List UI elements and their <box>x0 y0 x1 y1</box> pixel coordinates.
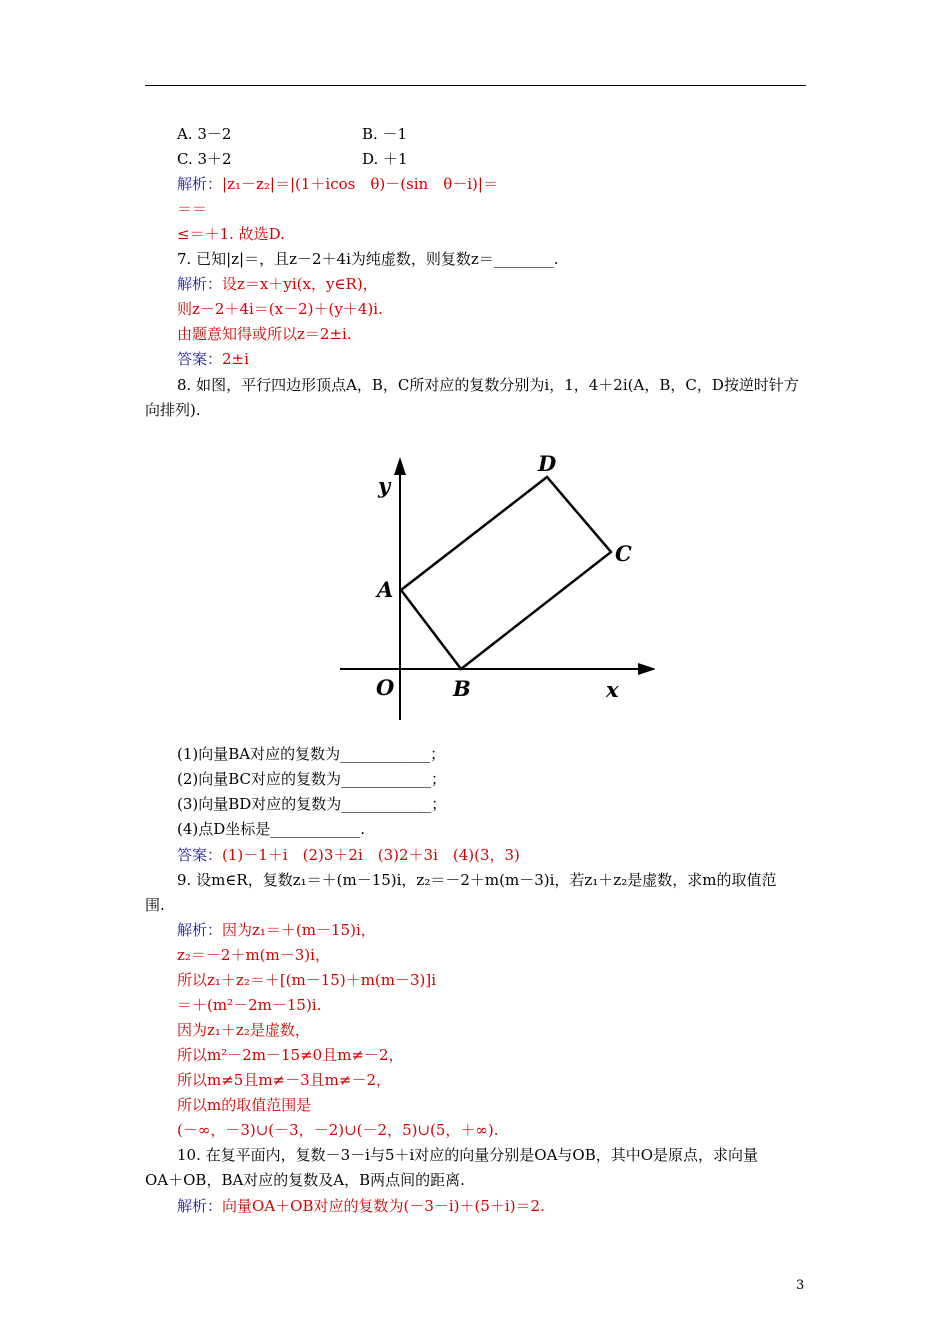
page-number: 3 <box>796 1278 805 1293</box>
question-7: 7. 已知|z|＝，且z－2＋4i为纯虚数，则复数z＝________. <box>177 250 559 268</box>
point-c-label: C <box>615 541 632 566</box>
option-a: A. 3－2 <box>177 125 232 143</box>
solution-label: 解析： <box>177 275 223 293</box>
x-axis-label: x <box>606 677 619 702</box>
solution-text: |z₁－z₂|＝|(1＋icos θ)－(sin θ－i)|＝ <box>222 175 498 193</box>
question-9-continued: 围. <box>145 896 165 914</box>
question-8-part-2: (2)向量BC对应的复数为____________； <box>177 770 447 788</box>
solution-line: ＝＋(m²－2m－15)i. <box>177 996 322 1014</box>
point-a-label: A <box>377 577 394 602</box>
solution-line: 所以m≠5且m≠－3且m≠－2， <box>177 1071 392 1089</box>
y-axis-arrow-icon <box>394 457 406 475</box>
question-9: 9. 设m∈R，复数z₁＝＋(m－15)i，z₂＝－2＋m(m－3)i，若z₁＋z₂是虚数，求m的取值范 <box>177 871 777 889</box>
answer-line <box>177 845 520 865</box>
answer-text: (1)－1＋i (2)3＋2i (3)2＋3i (4)(3，3) <box>222 846 520 864</box>
point-b-label: B <box>453 676 471 701</box>
answer-text: 2±i <box>222 350 249 368</box>
question-8: 8. 如图，平行四边形顶点A，B，C所对应的复数分别为i，1，4＋2i(A，B，C，D按逆时针方 <box>177 376 799 394</box>
question-8-part-3: (3)向量BD对应的复数为____________； <box>177 795 447 813</box>
solution-text: 设z＝x＋yi(x，y∈R)， <box>222 275 378 293</box>
solution-line: 由题意知得或所以z＝2±i. <box>177 325 352 343</box>
solution-text: 因为z₁＝＋(m－15)i， <box>222 921 376 939</box>
solution-line: 所以z₁＋z₂＝＋[(m－15)＋m(m－3)]i <box>177 971 437 989</box>
solution-text: 向量OA＋OB对应的复数为(－3－i)＋(5＋i)＝2. <box>222 1197 545 1215</box>
solution-label: 解析： <box>177 1197 223 1215</box>
option-d: D. ＋1 <box>362 150 408 168</box>
solution-line: 则z－2＋4i＝(x－2)＋(y＋4)i. <box>177 300 383 318</box>
question-10: 10. 在复平面内，复数－3－i与5＋i对应的向量分别是OA与OB，其中O是原点，求向量 <box>177 1146 759 1164</box>
parallelogram-shape <box>401 477 611 669</box>
solution-line <box>177 920 376 940</box>
solution-label: 解析： <box>177 175 223 193</box>
solution-line: 所以m的取值范围是 <box>177 1096 312 1114</box>
point-d-label: D <box>538 451 557 476</box>
x-axis-arrow-icon <box>638 663 655 675</box>
question-8-continued: 向排列). <box>145 401 201 419</box>
solution-line: 所以m²－2m－15≠0且m≠－2， <box>177 1046 404 1064</box>
question-8-part-4: (4)点D坐标是____________. <box>177 820 366 838</box>
answer-line <box>177 349 249 369</box>
solution-line <box>177 274 378 294</box>
solution-line: 因为z₁＋z₂是虚数， <box>177 1021 310 1039</box>
solution-label: 解析： <box>177 921 223 939</box>
solution-line <box>177 1196 545 1216</box>
answer-label: 答案： <box>177 350 223 368</box>
header-rule <box>145 85 806 86</box>
option-c: C. 3＋2 <box>177 150 232 168</box>
option-b: B. －1 <box>362 125 408 143</box>
y-axis-label: y <box>378 473 391 498</box>
solution-line: ＝＝ <box>177 200 208 218</box>
solution-line: ≤＝＋1. 故选D. <box>177 225 285 243</box>
answer-label: 答案： <box>177 846 223 864</box>
question-8-part-1: (1)向量BA对应的复数为____________； <box>177 745 446 763</box>
question-10-continued: OA＋OB，BA对应的复数及A，B两点间的距离. <box>145 1171 465 1189</box>
origin-label: O <box>376 675 395 700</box>
parallelogram-figure <box>330 435 655 730</box>
solution-line <box>177 174 498 194</box>
solution-line: z₂＝－2＋m(m－3)i， <box>177 946 330 964</box>
solution-line: (－∞，－3)∪(－3，－2)∪(－2，5)∪(5，＋∞). <box>177 1121 499 1139</box>
